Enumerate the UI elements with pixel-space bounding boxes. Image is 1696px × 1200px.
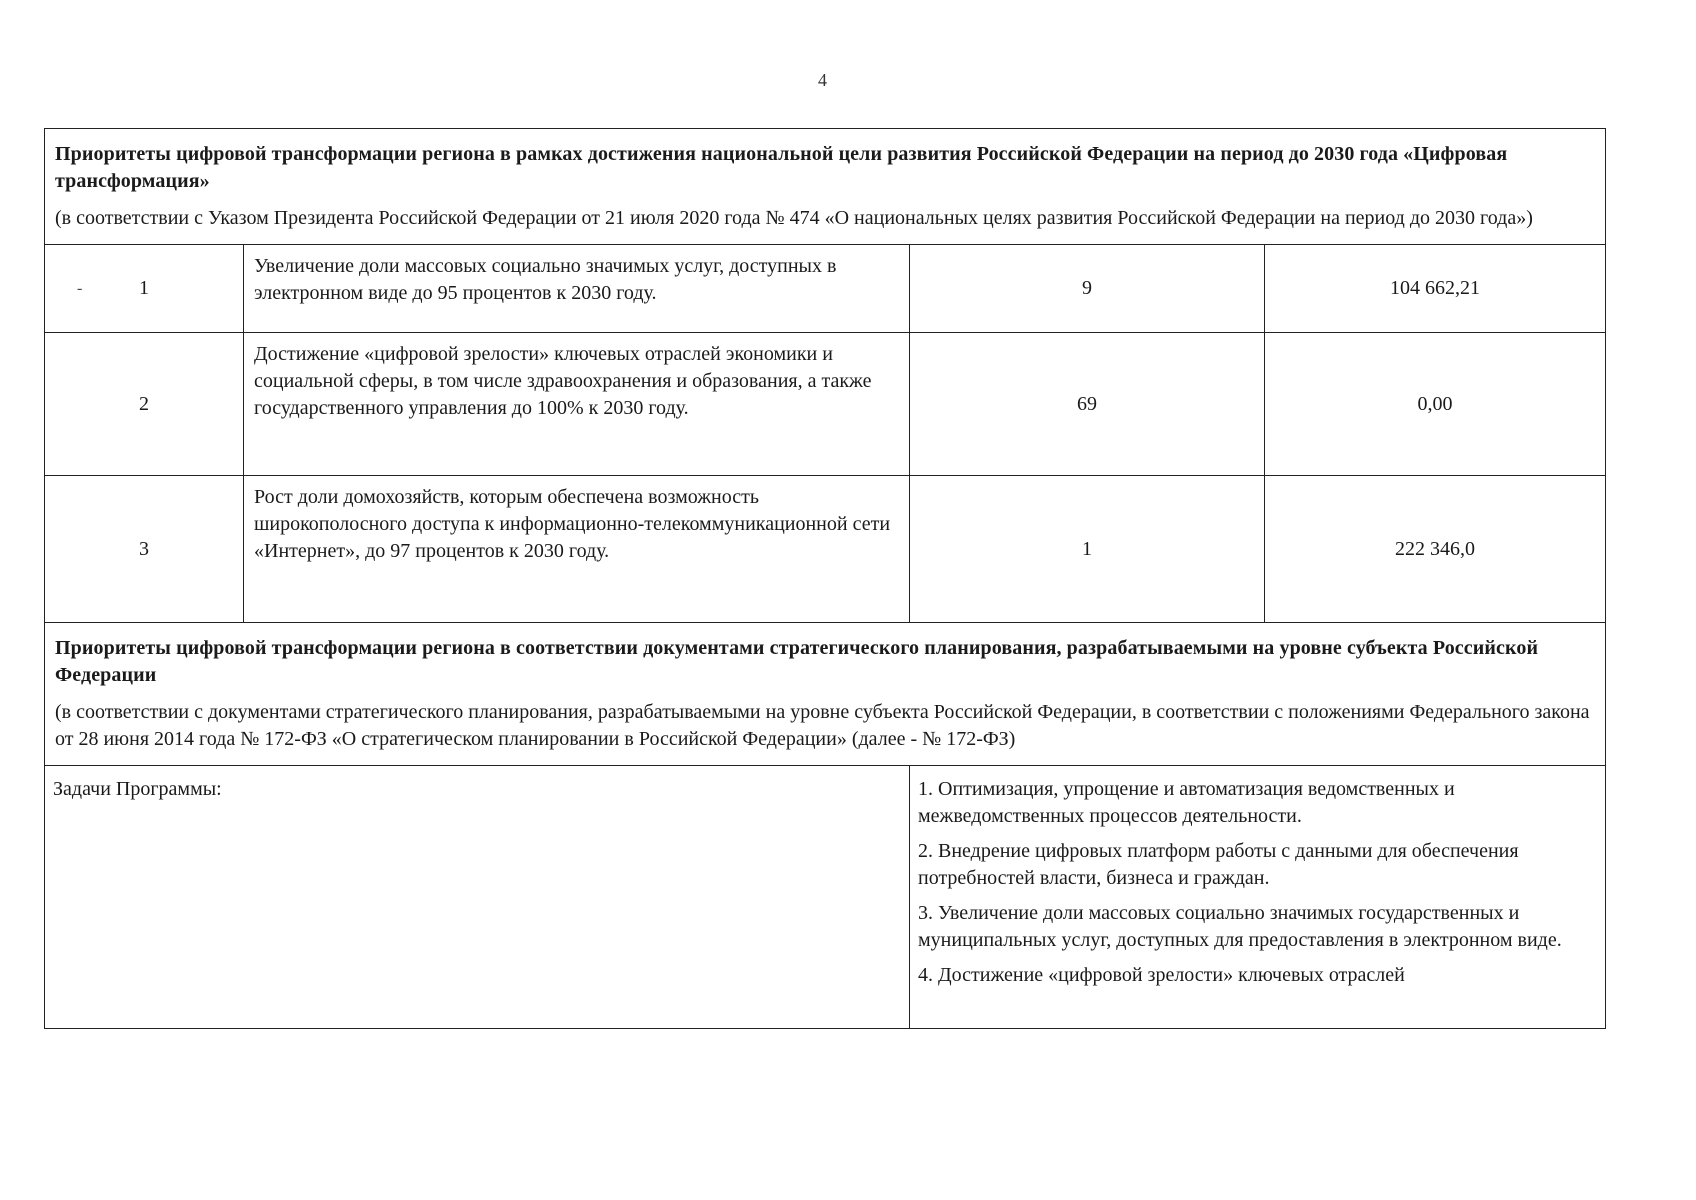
- program-tasks-row: [45, 765, 1605, 1028]
- program-tasks-list: [910, 766, 1605, 1028]
- list-item: 2. Внедрение цифровых платформ работы с данными для обеспечения потребностей власти, бизнеса и граждан.: [918, 840, 1519, 889]
- goal-text: Увеличение доли массовых социально значимых услуг, доступных в электронном виде до 95 процентов к 2030 году.: [244, 245, 910, 332]
- program-tasks-label: Задачи Программы:: [45, 766, 910, 1028]
- funding-amount: 0,00: [1417, 392, 1453, 415]
- goal-text: Рост доли домохозяйств, которым обеспечена возможность широкополосного доступа к информационно-телекоммуникационной сети «Интернет», до 97 процентов к 2030 году.: [244, 476, 910, 622]
- indicator-value: 1: [910, 476, 1265, 622]
- funding-amount: 104 662,21: [1390, 277, 1480, 299]
- section-regional-header: [45, 622, 1605, 765]
- indicator-value: 9: [910, 245, 1265, 332]
- indicator-value: 69: [910, 333, 1265, 475]
- priorities-table: [44, 128, 1606, 1029]
- section-note: (в соответствии с документами стратегического планирования, разрабатываемыми на уровне субъекта Российской Федерации, в соответствии с положениями Федерального закона от 28 июня 2014 года № 172-ФЗ «О стратегическом планировании в Российской Федерации» (далее - № 172-ФЗ): [55, 701, 1590, 750]
- table-row: [45, 332, 1605, 475]
- scan-mark: -: [77, 280, 83, 297]
- funding-amount: 222 346,0: [1395, 537, 1475, 560]
- row-number-cell: [45, 476, 244, 622]
- section-title: Приоритеты цифровой трансформации региона в соответствии документами стратегического планирования, разрабатываемыми на уровне субъекта Российской Федерации: [55, 637, 1539, 686]
- row-number: 2: [139, 392, 149, 415]
- page-number: 4: [818, 70, 827, 90]
- list-item: 4. Достижение «цифровой зрелости» ключевых отраслей: [918, 964, 1405, 986]
- row-number: 1: [139, 277, 149, 299]
- section-title: Приоритеты цифровой трансформации региона в рамках достижения национальной цели развития Российской Федерации на период до 2030 года «Цифровая трансформация»: [55, 143, 1508, 192]
- row-number: 3: [139, 537, 149, 560]
- section-note: (в соответствии с Указом Президента Российской Федерации от 21 июля 2020 года № 474 «О национальных целях развития Российской Федерации на период до 2030 года»): [55, 207, 1533, 229]
- row-number-cell: [45, 245, 244, 332]
- row-number-cell: [45, 333, 244, 475]
- goal-text: Достижение «цифровой зрелости» ключевых отраслей экономики и социальной сферы, в том числе здравоохранения и образования, а также государственного управления до 100% к 2030 году.: [244, 333, 910, 475]
- table-row: [45, 244, 1605, 332]
- list-item: 3. Увеличение доли массовых социально значимых государственных и муниципальных услуг, доступных для предоставления в электронном виде.: [918, 902, 1562, 951]
- section-national-goals-header: [45, 129, 1605, 244]
- table-row: [45, 475, 1605, 622]
- list-item: 1. Оптимизация, упрощение и автоматизация ведомственных и межведомственных процессов деятельности.: [918, 778, 1455, 827]
